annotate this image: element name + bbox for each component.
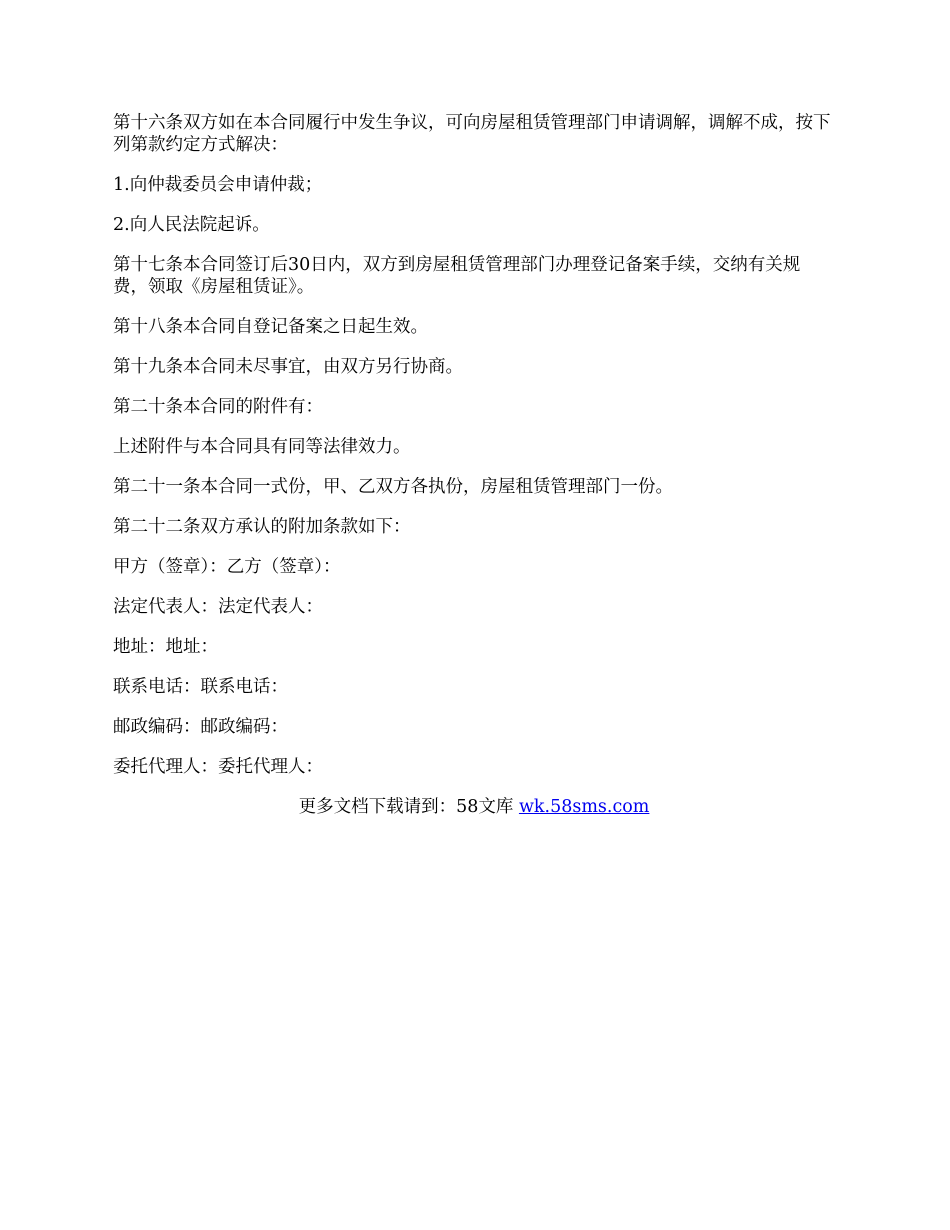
- option-court: 2.向人民法院起诉。: [113, 215, 270, 235]
- document-body: [113, 112, 835, 818]
- clause-21: 第二十一条本合同一式份，甲、乙双方各执份，房屋租赁管理部门一份。: [113, 477, 673, 497]
- clause-17: 第十七条本合同签订后30日内，双方到房屋租赁管理部门办理登记备案手续，交纳有关规费，领取《房屋租赁证》。: [113, 255, 801, 297]
- clause-16: 第十六条双方如在本合同履行中发生争议，可向房屋租赁管理部门申请调解，调解不成，按下列第款约定方式解决：: [113, 113, 831, 155]
- phone-line: 联系电话：联系电话：: [113, 677, 288, 697]
- clause-19: 第十九条本合同未尽事宜，由双方另行协商。: [113, 357, 463, 377]
- postal-code-line: 邮政编码：邮政编码：: [113, 717, 288, 737]
- download-footer: [113, 796, 835, 818]
- legal-representative-line: 法定代表人：法定代表人：: [113, 597, 323, 617]
- clause-18: 第十八条本合同自登记备案之日起生效。: [113, 317, 428, 337]
- address-line: 地址：地址：: [113, 637, 218, 657]
- option-arbitration: 1.向仲裁委员会申请仲裁；: [113, 175, 323, 195]
- clause-20: 第二十条本合同的附件有：: [113, 397, 323, 417]
- signature-line: 甲方（签章）：乙方（签章）：: [113, 557, 341, 577]
- attachment-validity: 上述附件与本合同具有同等法律效力。: [113, 437, 411, 457]
- agent-line: 委托代理人：委托代理人：: [113, 757, 323, 777]
- clause-22: 第二十二条双方承认的附加条款如下：: [113, 517, 411, 537]
- footer-text: 更多文档下载请到：58文库: [298, 797, 519, 817]
- footer-link[interactable]: wk.58sms.com: [518, 797, 650, 817]
